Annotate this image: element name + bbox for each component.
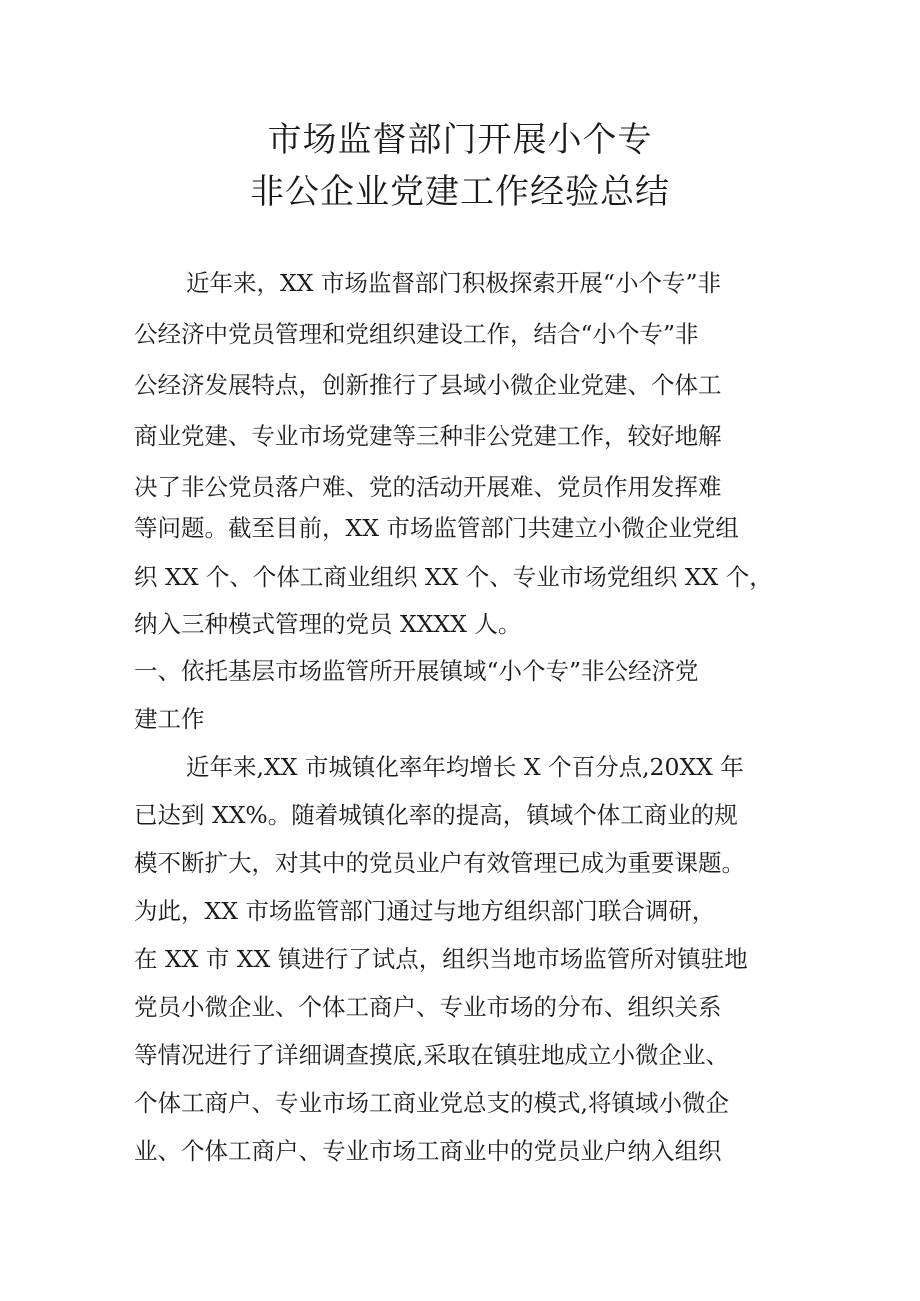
- body-line: 织 XX 个、个体工商业组织 XX 个、专业市场党组织 XX 个，: [134, 563, 773, 591]
- body-line: 为此，XX 市场监管部门通过与地方组织部门联合调研，: [134, 897, 716, 925]
- body-line: 个体工商户、专业市场工商业党总支的模式,将镇域小微企: [134, 1089, 729, 1117]
- document-title-line-2: 非公企业党建工作经验总结: [250, 172, 670, 212]
- body-line: 公经济发展特点，创新推行了县域小微企业党建、个体工: [134, 371, 722, 399]
- body-line: 在 XX 市 XX 镇进行了试点，组织当地市场监管所对镇驻地: [134, 945, 748, 973]
- body-line: 已达到 XX%。随着城镇化率的提高，镇域个体工商业的规: [134, 801, 738, 829]
- body-line: 近年来，XX 市场监督部门积极探索开展“小个专”非: [186, 269, 721, 297]
- body-line: 党员小微企业、个体工商户、专业市场的分布、组织关系: [134, 993, 722, 1021]
- body-line: 等问题。截至目前，XX 市场监管部门共建立小微企业党组: [134, 514, 739, 542]
- body-line: 近年来,XX 市城镇化率年均增长 X 个百分点,20XX 年: [186, 753, 744, 781]
- body-line: 决了非公党员落户难、党的活动开展难、党员作用发挥难: [134, 473, 722, 501]
- document-title-line-1: 市场监督部门开展小个专: [267, 120, 653, 160]
- body-line: 公经济中党员管理和党组织建设工作，结合“小个专”非: [134, 320, 699, 348]
- body-line: 等情况进行了详细调查摸底,采取在镇驻地成立小微企业、: [134, 1041, 729, 1069]
- body-line: 商业党建、专业市场党建等三种非公党建工作，较好地解: [134, 422, 722, 450]
- body-line: 模不断扩大，对其中的党员业户有效管理已成为重要课题。: [134, 849, 745, 877]
- section-heading-line: 建工作: [134, 705, 205, 733]
- body-line: 纳入三种模式管理的党员 XXXX 人。: [134, 610, 522, 638]
- body-line: 业、个体工商户、专业市场工商业中的党员业户纳入组织: [134, 1137, 722, 1165]
- section-heading-line: 一、依托基层市场监管所开展镇域“小个专”非公经济党: [134, 657, 699, 685]
